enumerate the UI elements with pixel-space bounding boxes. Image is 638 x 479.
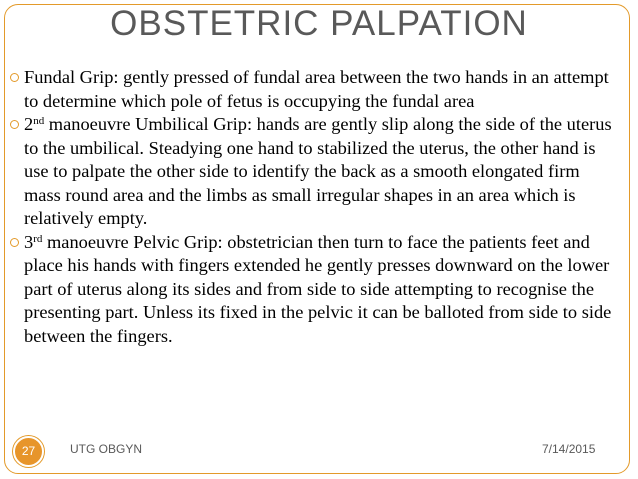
bullet-list — [8, 66, 618, 348]
bullet-text: Fundal Grip: gently pressed of fundal area between the two hands in an attempt to determine which pole of fetus is occupying the fundal area — [24, 67, 609, 111]
ordinal-suffix: rd — [33, 232, 43, 245]
page-number-badge: 27 — [13, 436, 44, 467]
ordinal-suffix: nd — [33, 115, 45, 127]
circle-bullet-icon — [10, 120, 19, 129]
slide-title: OBSTETRIC PALPATION — [110, 4, 528, 43]
bullet-item-pelvic-grip — [8, 231, 618, 349]
ordinal-number: 3 — [24, 231, 34, 252]
circle-bullet-icon — [10, 238, 19, 247]
footer-text: UTG OBGYN — [70, 442, 143, 456]
bullet-text — [24, 114, 612, 228]
circle-bullet-icon — [10, 73, 19, 82]
footer-date: 7/14/2015 — [542, 442, 596, 456]
bullet-body: manoeuvre Umbilical Grip: hands are gently slip along the side of the uterus to the umbilical. Steadying one hand to stabilized the uterus, the other hand is use to palpate the other side to identify the back as a smooth elongated firm mass round area and the limbs as small irregular shapes in an area which is relatively empty. — [24, 114, 612, 228]
ordinal-number: 2 — [24, 114, 34, 134]
bullet-body: manoeuvre Pelvic Grip: obstetrician then turn to face the patients feet and place his hands with fingers extended he gently presses downward on the lower part of uterus along its sides and from side to side attempting to recognise the presenting part. Unless its fixed in the pelvic it can be balloted from side to side between the fingers. — [24, 231, 612, 346]
bullet-item-umbilical-grip — [8, 113, 618, 231]
bullet-item-fundal-grip — [8, 66, 618, 113]
bullet-text — [24, 232, 611, 346]
